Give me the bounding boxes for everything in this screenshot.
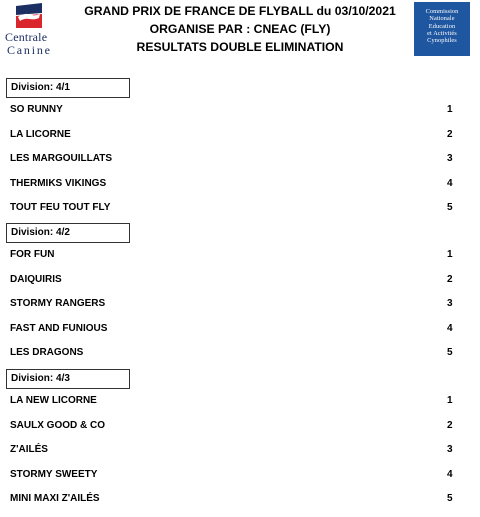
- team-name: LES DRAGONS: [10, 347, 84, 358]
- result-row: [6, 268, 476, 293]
- team-rank: 2: [447, 419, 453, 431]
- team-name: LA NEW LICORNE: [10, 395, 97, 406]
- team-rank: 4: [447, 322, 453, 334]
- team-name: STORMY SWEETY: [10, 468, 98, 480]
- team-name: LES MARGOUILLATS: [10, 153, 113, 164]
- team-name: MINI MAXI Z'AILÉS: [10, 493, 100, 504]
- result-row: [6, 389, 476, 414]
- team-rank: 1: [447, 395, 453, 406]
- cneac-logo: [414, 2, 470, 56]
- team-rank: 4: [447, 177, 453, 189]
- result-row: [6, 414, 476, 439]
- division-label: Division: 4/2: [6, 223, 130, 243]
- team-rank: 3: [447, 153, 453, 164]
- team-rank: 2: [447, 128, 453, 140]
- team-rank: 2: [447, 273, 453, 285]
- team-name: FOR FUN: [10, 249, 55, 260]
- team-name: THERMIKS VIKINGS: [10, 177, 107, 189]
- team-name: Z'AILÉS: [10, 444, 48, 455]
- team-name: LA LICORNE: [10, 128, 71, 140]
- result-row: [6, 196, 476, 221]
- title-line-2: ORGANISE PAR : CNEAC (FLY): [149, 22, 331, 36]
- cneac-logo-line: Cynophiles: [427, 37, 457, 45]
- team-name: TOUT FEU TOUT FLY: [10, 202, 111, 213]
- team-name: DAIQUIRIS: [10, 273, 62, 285]
- result-row: [6, 317, 476, 342]
- team-rank: 5: [447, 493, 453, 504]
- team-rank: 5: [447, 202, 453, 213]
- result-row: [6, 98, 476, 123]
- result-row: [6, 172, 476, 197]
- title-line-3: RESULTATS DOUBLE ELIMINATION: [136, 40, 344, 54]
- team-name: FAST AND FUNIOUS: [10, 322, 108, 334]
- result-row: [6, 292, 476, 317]
- team-rank: 5: [447, 347, 453, 358]
- team-rank: 4: [447, 468, 453, 480]
- dog-logo-icon: [15, 2, 43, 29]
- cneac-logo-line: Education: [428, 22, 456, 30]
- result-row: [6, 341, 476, 366]
- cneac-logo-line: et Activités: [427, 29, 457, 37]
- result-row: [6, 463, 476, 488]
- document-header: [70, 2, 410, 56]
- result-row: [6, 147, 476, 172]
- logo-text-line2: Canine: [7, 43, 52, 57]
- division-section: [6, 223, 476, 366]
- cneac-logo-line: Nationale: [429, 15, 455, 23]
- result-row: [6, 487, 476, 512]
- result-row: [6, 438, 476, 463]
- logo-text-line1: Centrale: [5, 30, 48, 44]
- division-section: [6, 369, 476, 512]
- team-name: SO RUNNY: [10, 104, 63, 115]
- centrale-canine-logo: [5, 2, 65, 57]
- title-line-1: GRAND PRIX DE FRANCE DE FLYBALL du 03/10/2021: [84, 4, 396, 18]
- team-rank: 3: [447, 298, 453, 309]
- team-name: STORMY RANGERS: [10, 298, 106, 309]
- team-rank: 1: [447, 249, 453, 260]
- team-rank: 1: [447, 104, 453, 115]
- division-section: [6, 78, 476, 221]
- division-label: Division: 4/1: [6, 78, 130, 98]
- division-label: Division: 4/3: [6, 369, 130, 389]
- cneac-logo-line: Commission: [425, 8, 459, 15]
- team-name: SAULX GOOD & CO: [10, 419, 106, 431]
- result-row: [6, 243, 476, 268]
- team-rank: 3: [447, 444, 453, 455]
- result-row: [6, 123, 476, 148]
